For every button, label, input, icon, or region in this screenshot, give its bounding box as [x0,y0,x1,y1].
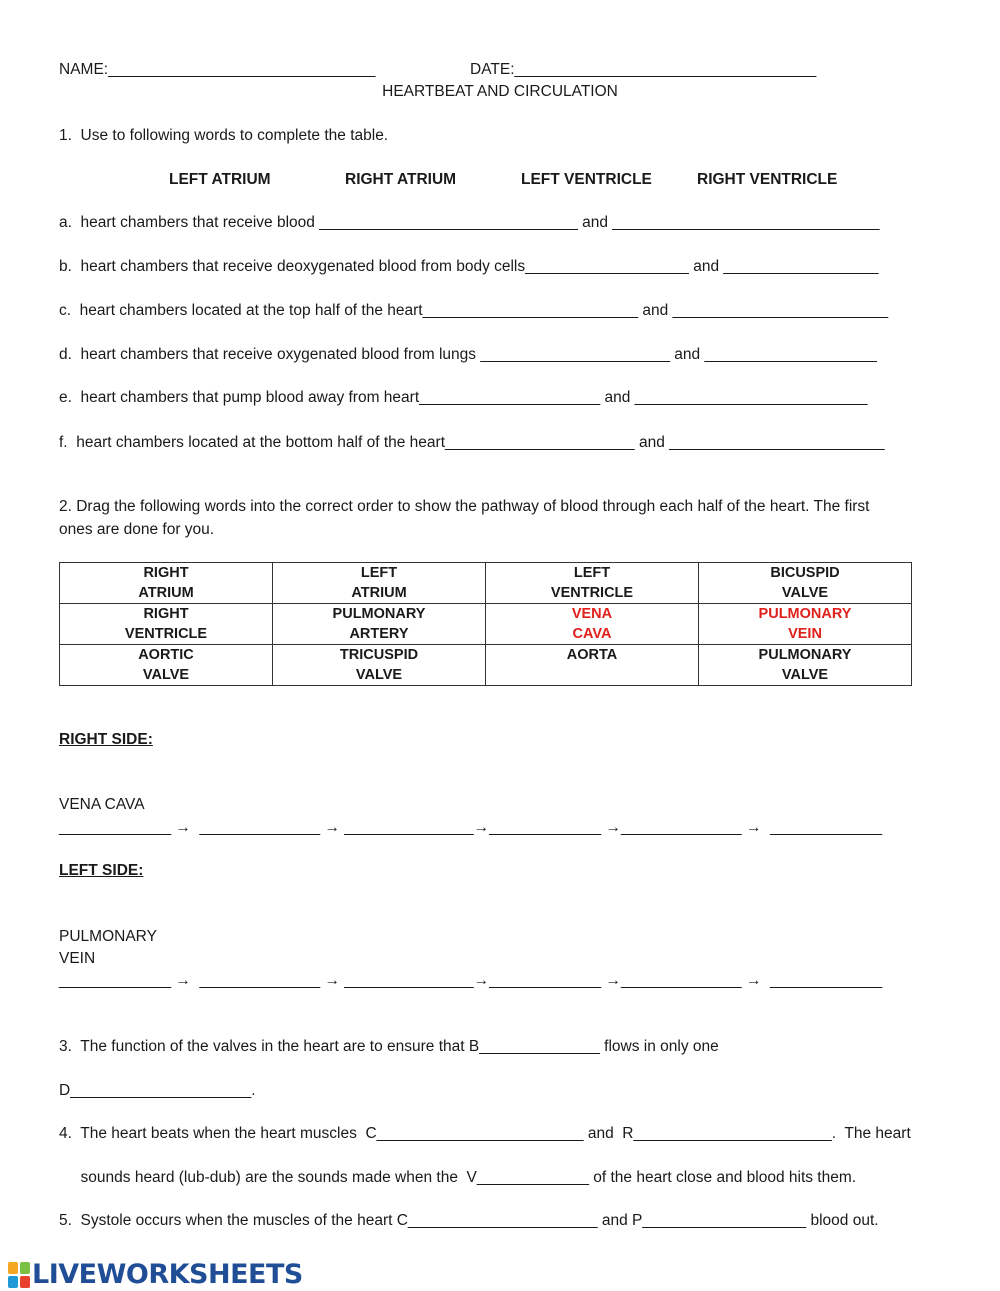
word-right-ventricle: RIGHT VENTRICLE [697,171,838,188]
q2-instruction-line2: ones are done for you. [59,521,215,538]
word-bank-cell[interactable] [60,604,273,645]
word-bank-cell-used [699,604,912,645]
cell-line-2: ATRIUM [138,585,194,601]
cell-line-1: LEFT [573,565,611,581]
left-side-heading: LEFT SIDE: [59,862,144,879]
cell-line-2: VALVE [781,585,829,601]
word-bank-cell[interactable] [486,563,699,604]
word-bank-cell[interactable] [273,604,486,645]
word-bank-cell[interactable] [486,645,699,686]
right-side-start: VENA CAVA [59,796,145,813]
q1-item-e[interactable]: e. heart chambers that pump blood away from heart_____________________ and ___________________________ [59,389,868,406]
cell-line-2: VALVE [781,667,829,683]
cell-line-2: VALVE [142,667,190,683]
word-bank-cell[interactable] [699,563,912,604]
left-side-pathway-blanks[interactable]: _____________ → ______________ → _______________→_____________ →______________ → _____________ [59,972,883,989]
q3-line1[interactable]: 3. The function of the valves in the heart are to ensure that B______________ flows in only one [59,1038,719,1055]
left-side-start-line2: VEIN [59,950,96,967]
cell-line-1: RIGHT [143,606,189,622]
q1-instruction: 1. Use to following words to complete the table. [59,127,389,144]
cell-line-2: VENTRICLE [124,626,208,642]
word-bank-cell[interactable] [273,563,486,604]
cell-line-1: VENA [571,606,613,622]
date-field[interactable]: DATE:___________________________________ [470,61,817,78]
q5-line1[interactable]: 5. Systole occurs when the muscles of the heart C______________________ and P___________________ blood out. [59,1212,879,1229]
q3-line2[interactable]: D_____________________. [59,1082,256,1099]
word-left-atrium: LEFT ATRIUM [169,171,271,188]
q1-item-f[interactable]: f. heart chambers located at the bottom half of the heart______________________ and _________________________ [59,434,885,451]
right-side-heading: RIGHT SIDE: [59,731,153,748]
word-left-ventricle: LEFT VENTRICLE [521,171,652,188]
q1-item-c[interactable]: c. heart chambers located at the top half of the heart_________________________ and _________________________ [59,302,889,319]
cell-line-2: VENTRICLE [550,585,634,601]
word-bank-cell[interactable] [60,645,273,686]
word-bank-table [59,562,912,686]
liveworksheets-logo[interactable] [8,1259,303,1290]
word-bank-cell[interactable] [273,645,486,686]
cell-line-1: BICUSPID [770,565,840,581]
cell-line-1: AORTA [566,647,618,663]
cell-line-1: RIGHT [143,565,189,581]
q4-line2[interactable]: sounds heard (lub-dub) are the sounds made when the V_____________ of the heart close and blood hits them. [59,1169,857,1186]
cell-line-2: ARTERY [349,626,409,642]
cell-line-2: VALVE [355,667,403,683]
logo-text: LIVEWORKSHEETS [32,1259,303,1290]
q1-item-a[interactable]: a. heart chambers that receive blood ______________________________ and _______________________________ [59,214,880,231]
word-bank-cell[interactable] [699,645,912,686]
left-side-start: PULMONARY [59,928,157,945]
word-bank-cell[interactable] [60,563,273,604]
right-side-pathway-blanks[interactable]: _____________ → ______________ → _______________→_____________ →______________ → _____________ [59,819,883,836]
cell-line-1: PULMONARY [758,647,852,663]
q1-item-b[interactable]: b. heart chambers that receive deoxygenated blood from body cells___________________ and __________________ [59,258,879,275]
cell-line-2: ATRIUM [351,585,407,601]
cell-line-2: CAVA [572,626,612,642]
q4-line1[interactable]: 4. The heart beats when the heart muscles C________________________ and R_______________________. The heart [59,1125,911,1142]
cell-line-1: LEFT [360,565,398,581]
table-row [60,563,912,604]
liveworksheets-logo-icon [8,1262,30,1288]
word-right-atrium: RIGHT ATRIUM [345,171,457,188]
q2-instruction-line1: 2. Drag the following words into the correct order to show the pathway of blood through each half of the heart. The first [59,498,870,515]
cell-line-2: VEIN [788,626,822,642]
word-bank-cell-used [486,604,699,645]
cell-line-1: PULMONARY [332,606,426,622]
worksheet-title: HEARTBEAT AND CIRCULATION [382,83,618,100]
name-field[interactable]: NAME:_______________________________ [59,61,376,78]
table-row [60,645,912,686]
cell-line-1: AORTIC [138,647,194,663]
cell-line-1: PULMONARY [758,606,852,622]
cell-line-1: TRICUSPID [339,647,419,663]
q1-item-d[interactable]: d. heart chambers that receive oxygenated blood from lungs ______________________ and ____________________ [59,346,877,363]
table-row [60,604,912,645]
